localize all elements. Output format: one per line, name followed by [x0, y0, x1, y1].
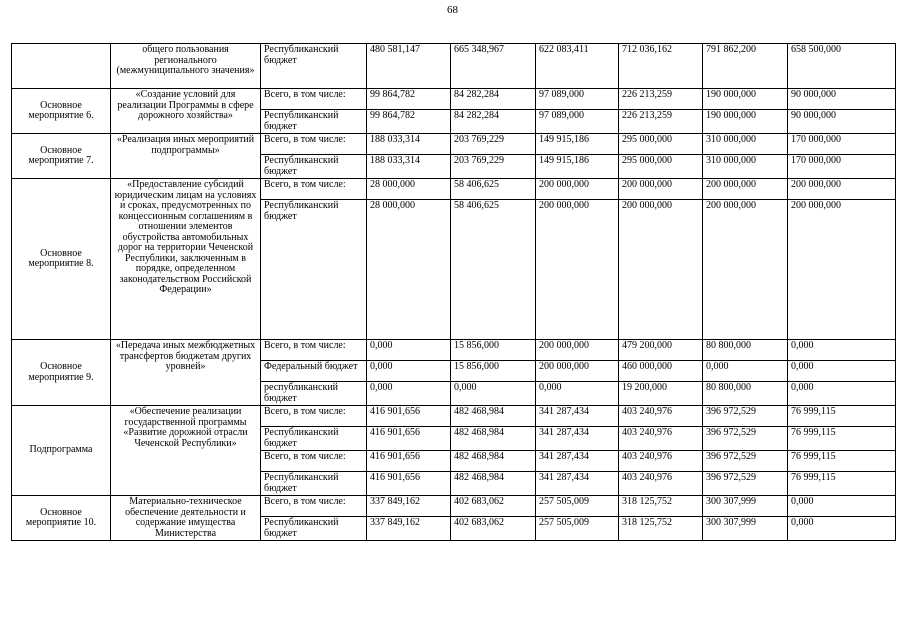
activity-cell	[12, 44, 111, 89]
activity-cell: Основное мероприятие 10.	[12, 496, 111, 541]
amount-cell: 396 972,529	[703, 427, 788, 451]
amount-cell: 76 999,115	[788, 472, 896, 496]
amount-cell: 791 862,200	[703, 44, 788, 89]
funding-source-cell: Республиканский бюджет	[261, 472, 367, 496]
budget-table-body	[12, 44, 896, 541]
funding-source-cell: Республиканский бюджет	[261, 155, 367, 179]
amount-cell: 658 500,000	[788, 44, 896, 89]
amount-cell: 0,000	[788, 382, 896, 406]
amount-cell: 76 999,115	[788, 427, 896, 451]
amount-cell: 257 505,009	[536, 517, 619, 541]
amount-cell: 0,000	[451, 382, 536, 406]
funding-source-cell: Всего, в том числе:	[261, 179, 367, 200]
amount-cell: 200 000,000	[536, 179, 619, 200]
amount-cell: 416 901,656	[367, 427, 451, 451]
activity-cell: Основное мероприятие 8.	[12, 179, 111, 340]
amount-cell: 403 240,976	[619, 406, 703, 427]
amount-cell: 257 505,009	[536, 496, 619, 517]
amount-cell: 341 287,434	[536, 406, 619, 427]
amount-cell: 0,000	[788, 496, 896, 517]
amount-cell: 80 800,000	[703, 340, 788, 361]
amount-cell: 0,000	[367, 361, 451, 382]
activity-cell: Основное мероприятие 6.	[12, 89, 111, 134]
amount-cell: 190 000,000	[703, 110, 788, 134]
amount-cell: 341 287,434	[536, 472, 619, 496]
activity-cell: Подпрограмма	[12, 406, 111, 496]
funding-source-cell: Всего, в том числе:	[261, 496, 367, 517]
amount-cell: 58 406,625	[451, 200, 536, 340]
amount-cell: 84 282,284	[451, 89, 536, 110]
description-cell: «Передача иных межбюджетных трансфертов бюджетам других уровней»	[111, 340, 261, 406]
amount-cell: 0,000	[788, 517, 896, 541]
funding-source-cell: Всего, в том числе:	[261, 340, 367, 361]
amount-cell: 482 468,984	[451, 472, 536, 496]
amount-cell: 295 000,000	[619, 155, 703, 179]
amount-cell: 190 000,000	[703, 89, 788, 110]
amount-cell: 28 000,000	[367, 179, 451, 200]
amount-cell: 84 282,284	[451, 110, 536, 134]
funding-source-cell: Федеральный бюджет	[261, 361, 367, 382]
amount-cell: 90 000,000	[788, 110, 896, 134]
amount-cell: 200 000,000	[788, 179, 896, 200]
amount-cell: 226 213,259	[619, 89, 703, 110]
amount-cell: 396 972,529	[703, 472, 788, 496]
amount-cell: 300 307,999	[703, 496, 788, 517]
amount-cell: 76 999,115	[788, 406, 896, 427]
amount-cell: 0,000	[536, 382, 619, 406]
description-cell: «Реализация иных мероприятий подпрограммы»	[111, 134, 261, 179]
amount-cell: 97 089,000	[536, 110, 619, 134]
description-cell: Материально-техническое обеспечение деятельности и содержание имущества Министерства	[111, 496, 261, 541]
amount-cell: 403 240,976	[619, 472, 703, 496]
amount-cell: 200 000,000	[536, 200, 619, 340]
amount-cell: 203 769,229	[451, 134, 536, 155]
amount-cell: 0,000	[367, 340, 451, 361]
description-cell: «Предоставление субсидий юридическим лицам на условиях и сроках, предусмотренных по концессионным соглашениям в отношении элементов обустройства автомобильных дорог на территории Чеченской Республики, заключенным в порядке, определенном законодательством Российской Федерации»	[111, 179, 261, 340]
funding-source-cell: Республиканский бюджет	[261, 44, 367, 89]
amount-cell: 200 000,000	[536, 361, 619, 382]
description-cell: общего пользования регионального (межмуниципального значения»	[111, 44, 261, 89]
amount-cell: 200 000,000	[536, 340, 619, 361]
table-row	[12, 496, 896, 517]
table-row	[12, 406, 896, 427]
table-row	[12, 89, 896, 110]
table-row	[12, 134, 896, 155]
amount-cell: 479 200,000	[619, 340, 703, 361]
amount-cell: 149 915,186	[536, 155, 619, 179]
amount-cell: 402 683,062	[451, 496, 536, 517]
funding-source-cell: Республиканский бюджет	[261, 517, 367, 541]
amount-cell: 416 901,656	[367, 451, 451, 472]
funding-source-cell: Всего, в том числе:	[261, 134, 367, 155]
amount-cell: 482 468,984	[451, 406, 536, 427]
funding-source-cell: Всего, в том числе:	[261, 451, 367, 472]
funding-source-cell: Всего, в том числе:	[261, 89, 367, 110]
amount-cell: 337 849,162	[367, 517, 451, 541]
amount-cell: 19 200,000	[619, 382, 703, 406]
amount-cell: 200 000,000	[619, 179, 703, 200]
amount-cell: 76 999,115	[788, 451, 896, 472]
amount-cell: 318 125,752	[619, 496, 703, 517]
amount-cell: 403 240,976	[619, 427, 703, 451]
amount-cell: 460 000,000	[619, 361, 703, 382]
amount-cell: 170 000,000	[788, 155, 896, 179]
amount-cell: 0,000	[788, 361, 896, 382]
amount-cell: 337 849,162	[367, 496, 451, 517]
amount-cell: 480 581,147	[367, 44, 451, 89]
amount-cell: 622 083,411	[536, 44, 619, 89]
amount-cell: 310 000,000	[703, 155, 788, 179]
amount-cell: 300 307,999	[703, 517, 788, 541]
funding-source-cell: Республиканский бюджет	[261, 110, 367, 134]
amount-cell: 58 406,625	[451, 179, 536, 200]
table-row	[12, 44, 896, 89]
amount-cell: 97 089,000	[536, 89, 619, 110]
table-row	[12, 340, 896, 361]
budget-table	[11, 43, 896, 541]
activity-cell: Основное мероприятие 7.	[12, 134, 111, 179]
table-row	[12, 179, 896, 200]
amount-cell: 15 856,000	[451, 361, 536, 382]
amount-cell: 396 972,529	[703, 451, 788, 472]
amount-cell: 402 683,062	[451, 517, 536, 541]
amount-cell: 15 856,000	[451, 340, 536, 361]
amount-cell: 396 972,529	[703, 406, 788, 427]
amount-cell: 403 240,976	[619, 451, 703, 472]
amount-cell: 482 468,984	[451, 451, 536, 472]
amount-cell: 226 213,259	[619, 110, 703, 134]
amount-cell: 200 000,000	[703, 179, 788, 200]
amount-cell: 310 000,000	[703, 134, 788, 155]
amount-cell: 170 000,000	[788, 134, 896, 155]
amount-cell: 200 000,000	[703, 200, 788, 340]
amount-cell: 341 287,434	[536, 451, 619, 472]
amount-cell: 712 036,162	[619, 44, 703, 89]
amount-cell: 188 033,314	[367, 134, 451, 155]
amount-cell: 341 287,434	[536, 427, 619, 451]
amount-cell: 318 125,752	[619, 517, 703, 541]
amount-cell: 149 915,186	[536, 134, 619, 155]
amount-cell: 295 000,000	[619, 134, 703, 155]
funding-source-cell: Республиканский бюджет	[261, 427, 367, 451]
funding-source-cell: Всего, в том числе:	[261, 406, 367, 427]
amount-cell: 200 000,000	[788, 200, 896, 340]
amount-cell: 0,000	[367, 382, 451, 406]
amount-cell: 188 033,314	[367, 155, 451, 179]
activity-cell: Основное мероприятие 9.	[12, 340, 111, 406]
amount-cell: 99 864,782	[367, 89, 451, 110]
funding-source-cell: республиканский бюджет	[261, 382, 367, 406]
amount-cell: 416 901,656	[367, 472, 451, 496]
amount-cell: 0,000	[703, 361, 788, 382]
funding-source-cell: Республиканский бюджет	[261, 200, 367, 340]
amount-cell: 200 000,000	[619, 200, 703, 340]
amount-cell: 203 769,229	[451, 155, 536, 179]
amount-cell: 482 468,984	[451, 427, 536, 451]
amount-cell: 665 348,967	[451, 44, 536, 89]
description-cell: «Обеспечение реализации государственной программы «Развитие дорожной отрасли Чеченской Республики»	[111, 406, 261, 496]
amount-cell: 90 000,000	[788, 89, 896, 110]
amount-cell: 0,000	[788, 340, 896, 361]
amount-cell: 28 000,000	[367, 200, 451, 340]
description-cell: «Создание условий для реализации Программы в сфере дорожного хозяйства»	[111, 89, 261, 134]
amount-cell: 416 901,656	[367, 406, 451, 427]
amount-cell: 80 800,000	[703, 382, 788, 406]
page-number: 68	[447, 4, 458, 16]
amount-cell: 99 864,782	[367, 110, 451, 134]
